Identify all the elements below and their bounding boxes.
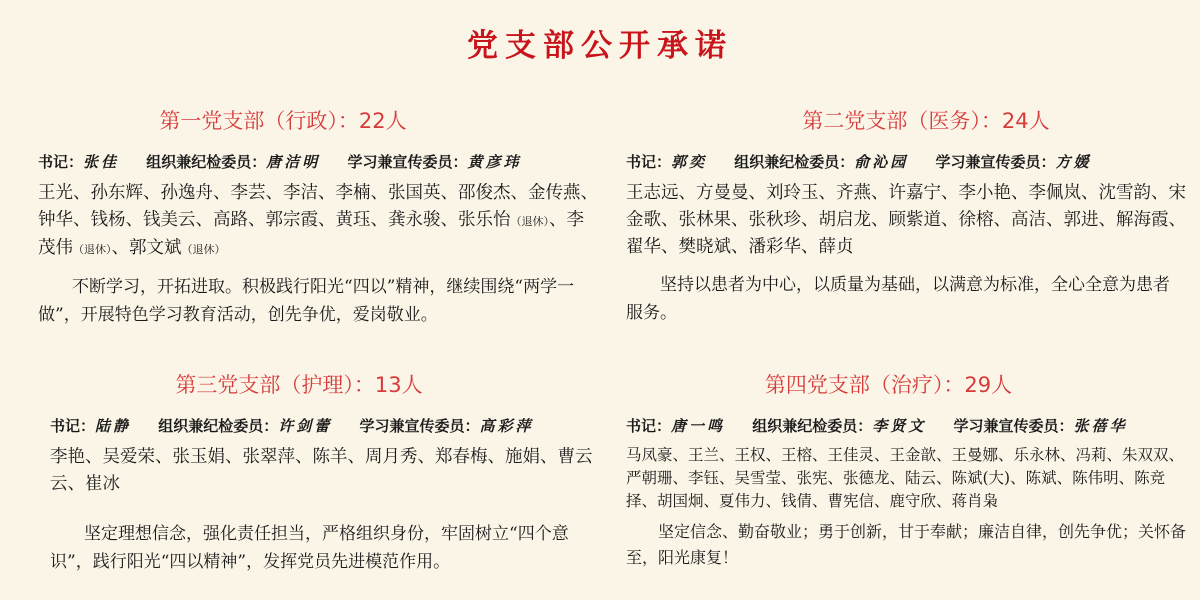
- branch-1-members: [38, 180, 598, 263]
- retired-member: 李茂伟: [38, 210, 584, 258]
- propaganda-name: 高彩萍: [479, 417, 534, 435]
- branch-1-pledge: 不断学习，开拓进取。积极践行阳光“四以”精神，继续围绕“两学一做”，开展特色学习教育活动，创先争优，爱岗敬业。: [38, 277, 575, 325]
- branch-1-title: 第一党支部（行政）：22人: [159, 109, 407, 133]
- branch-2-members: 王志远、方曼曼、刘玲玉、齐燕、许嘉宁、李小艳、李佩岚、沈雪韵、宋金歌、张林果、张秋珍、胡启龙、顾紫道、徐榕、高洁、郭进、解海霞、翟华、樊晓斌、潘彩华、薛贞: [626, 183, 1186, 257]
- secretary-name: 张佳: [83, 153, 120, 171]
- retired-note: （退休）: [73, 243, 112, 256]
- secretary-name: 唐一鸣: [671, 417, 726, 435]
- discipline-name: 俞沁园: [854, 153, 909, 171]
- propaganda-label: 学习兼宣传委员：: [953, 417, 1074, 435]
- branch-3-section: [50, 370, 598, 576]
- branch-4-officers: [626, 414, 1191, 438]
- secretary-label: 书记：: [626, 153, 672, 171]
- propaganda-label: 学习兼宣传委员：: [347, 153, 468, 171]
- branch-4-pledge: 坚定信念、勤奋敬业；勇于创新，甘于奉献；廉洁自律，创先争优；关怀备至，阳光康复！: [626, 522, 1187, 567]
- secretary-name: 陆静: [95, 417, 132, 435]
- branch-3-members: 李艳、吴爱荣、张玉娟、张翠萍、陈羊、周月秀、郑春梅、施娟、曹云云、崔冰: [50, 447, 593, 494]
- branch-1-officers: [38, 150, 598, 174]
- propaganda-name: 张蓓华: [1073, 417, 1128, 435]
- discipline-name: 李贤文: [872, 417, 927, 435]
- discipline-label: 组织兼纪检委员：: [734, 153, 855, 171]
- secretary-label: 书记：: [38, 153, 84, 171]
- secretary-label: 书记：: [626, 417, 672, 435]
- member-list: 王光、孙东辉、孙逸舟、李芸、李洁、李楠、张国英、邵俊杰、金传燕、钟华、钱杨、钱美云、高路、郭宗霞、黄珏、龚永骏、: [38, 183, 598, 230]
- secretary-label: 书记：: [50, 417, 96, 435]
- branch-2-officers: [626, 150, 1186, 174]
- branch-3-officers: [50, 414, 598, 438]
- separator: 、: [111, 238, 129, 258]
- retired-note: （退休）: [181, 243, 226, 256]
- page-title: 党支部公开承诺: [467, 28, 733, 64]
- discipline-name: 唐洁明: [266, 153, 321, 171]
- discipline-label: 组织兼纪检委员：: [158, 417, 279, 435]
- discipline-name: 许剑蕾: [278, 417, 333, 435]
- branch-3-title: 第三党支部（护理）：13人: [175, 373, 423, 397]
- discipline-label: 组织兼纪检委员：: [752, 417, 873, 435]
- branch-3-pledge: 坚定理想信念，强化责任担当，严格组织身份，牢固树立“四个意识”，践行阳光“四以精神”，发挥党员先进模范作用。: [50, 524, 569, 572]
- branch-4-section: [626, 370, 1191, 571]
- separator: 、: [549, 210, 567, 230]
- branch-2-pledge: 坚持以患者为中心，以质量为基础，以满意为标准，全心全意为患者服务。: [626, 275, 1170, 323]
- propaganda-name: 方媛: [1055, 153, 1092, 171]
- branch-2-section: [626, 106, 1186, 327]
- branch-4-title: 第四党支部（治疗）：29人: [764, 373, 1013, 397]
- branch-4-members: 马凤豪、王兰、王权、王榕、王佳灵、王金歆、王曼娜、乐永林、冯莉、朱双双、严朝珊、李钰、吴雪莹、张宪、张德龙、陆云、陈斌(大)、陈斌、陈伟明、陈竞择、胡国炯、夏伟力、钱倩、曹宪信、鹿守欣、蒋肖枭: [626, 446, 1185, 510]
- discipline-label: 组织兼纪检委员：: [146, 153, 267, 171]
- retired-member: 张乐怡: [458, 210, 511, 230]
- propaganda-name: 黄彦玮: [467, 153, 522, 171]
- propaganda-label: 学习兼宣传委员：: [359, 417, 480, 435]
- branch-1-section: [38, 106, 598, 329]
- branch-2-title: 第二党支部（医务）：24人: [802, 109, 1050, 133]
- retired-note: （退休）: [510, 215, 549, 228]
- retired-member: 郭文斌: [129, 238, 182, 258]
- secretary-name: 郭奕: [671, 153, 708, 171]
- propaganda-label: 学习兼宣传委员：: [935, 153, 1056, 171]
